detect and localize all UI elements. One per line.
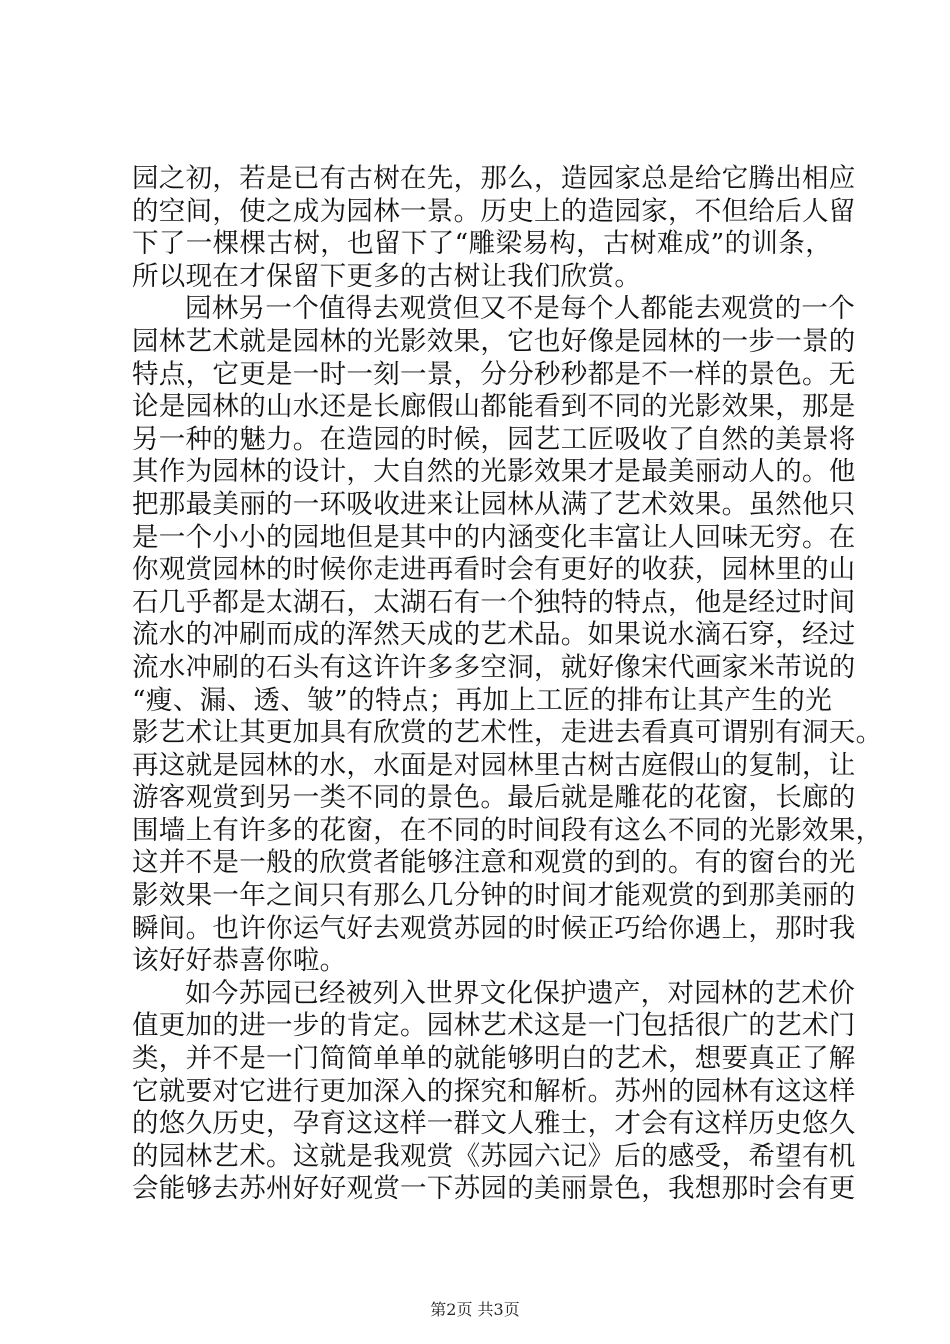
text-line: 瞬间。也许你运气好去观赏苏园的时候正巧给你遇上，那时我 <box>132 912 856 944</box>
text-line: 论是园林的山水还是长廊假山都能看到不同的光影效果，那是 <box>132 391 856 423</box>
text-line: 园之初，若是已有古树在先，那么，造园家总是给它腾出相应 <box>132 163 856 194</box>
text-line: 如今苏园已经被列入世界文化保护遗产，对园林的艺术价 <box>185 977 855 1009</box>
text-line: 你观赏园林的时候你走进再看时会有更好的收获，园林里的山 <box>132 554 856 586</box>
text-line: 会能够去苏州好好观赏一下苏园的美丽景色，我想那时会有更 <box>132 1173 856 1205</box>
paragraph-3 <box>132 977 856 1206</box>
text-line: 类，并不是一门简简单单的就能够明白的艺术，想要真正了解 <box>132 1043 856 1075</box>
text-line: “瘦、漏、透、皱”的特点；再加上工匠的排布让其产生的光 <box>132 684 832 716</box>
document-body <box>132 163 883 1206</box>
text-line: 影艺术让其更加具有欣赏的艺术性，走进去看真可谓别有洞天。 <box>132 717 883 749</box>
page-number-footer: 第2页 共3页 <box>430 1300 520 1319</box>
text-line: 是一个小小的园地但是其中的内涵变化丰富让人回味无穷。在 <box>132 521 856 553</box>
text-line: 石几乎都是太湖石，太湖石有一个独特的特点，他是经过时间 <box>132 586 856 618</box>
paragraph-1 <box>132 163 856 293</box>
text-line: 围墙上有许多的花窗，在不同的时间段有这么不同的光影效果， <box>132 814 883 846</box>
text-line: 流水冲刷的石头有这许许多多空洞，就好像宋代画家米芾说的 <box>132 651 856 683</box>
text-line: 它就要对它进行更加深入的探究和解析。苏州的园林有这这样 <box>132 1075 856 1107</box>
text-line: 的园林艺术。这就是我观赏《苏园六记》后的感受，希望有机 <box>132 1140 856 1172</box>
text-line: 影效果一年之间只有那么几分钟的时间才能观赏的到那美丽的 <box>132 880 856 912</box>
text-line: 值更加的进一步的肯定。园林艺术这是一门包括很广的艺术门 <box>132 1010 856 1042</box>
text-line: 的悠久历史，孕育这这样一群文人雅士，才会有这样历史悠久 <box>132 1108 856 1140</box>
text-line: 下了一棵棵古树，也留下了“雕梁易构，古树难成”的训条， <box>132 228 832 260</box>
text-line: 的空间，使之成为园林一景。历史上的造园家，不但给后人留 <box>132 195 856 227</box>
text-line: 该好好恭喜你啦。 <box>132 945 347 977</box>
text-line: 游客观赏到另一类不同的景色。最后就是雕花的花窗，长廊的 <box>132 782 856 814</box>
text-line: 其作为园林的设计，大自然的光影效果才是最美丽动人的。他 <box>132 456 856 488</box>
text-line: 再这就是园林的水，水面是对园林里古树古庭假山的复制，让 <box>132 749 856 781</box>
text-line: 园林另一个值得去观赏但又不是每个人都能去观赏的一个 <box>185 293 855 325</box>
text-line: 特点，它更是一时一刻一景，分分秒秒都是不一样的景色。无 <box>132 358 856 390</box>
text-line: 另一种的魅力。在造园的时候，园艺工匠吸收了自然的美景将 <box>132 423 856 455</box>
text-line: 所以现在才保留下更多的古树让我们欣赏。 <box>132 260 642 292</box>
text-line: 把那最美丽的一环吸收进来让园林从满了艺术效果。虽然他只 <box>132 488 856 520</box>
text-line: 这并不是一般的欣赏者能够注意和观赏的到的。有的窗台的光 <box>132 847 856 879</box>
text-line: 园林艺术就是园林的光影效果，它也好像是园林的一步一景的 <box>132 325 856 357</box>
text-line: 流水的冲刷而成的浑然天成的艺术品。如果说水滴石穿，经过 <box>132 619 856 651</box>
paragraph-2 <box>132 293 883 977</box>
